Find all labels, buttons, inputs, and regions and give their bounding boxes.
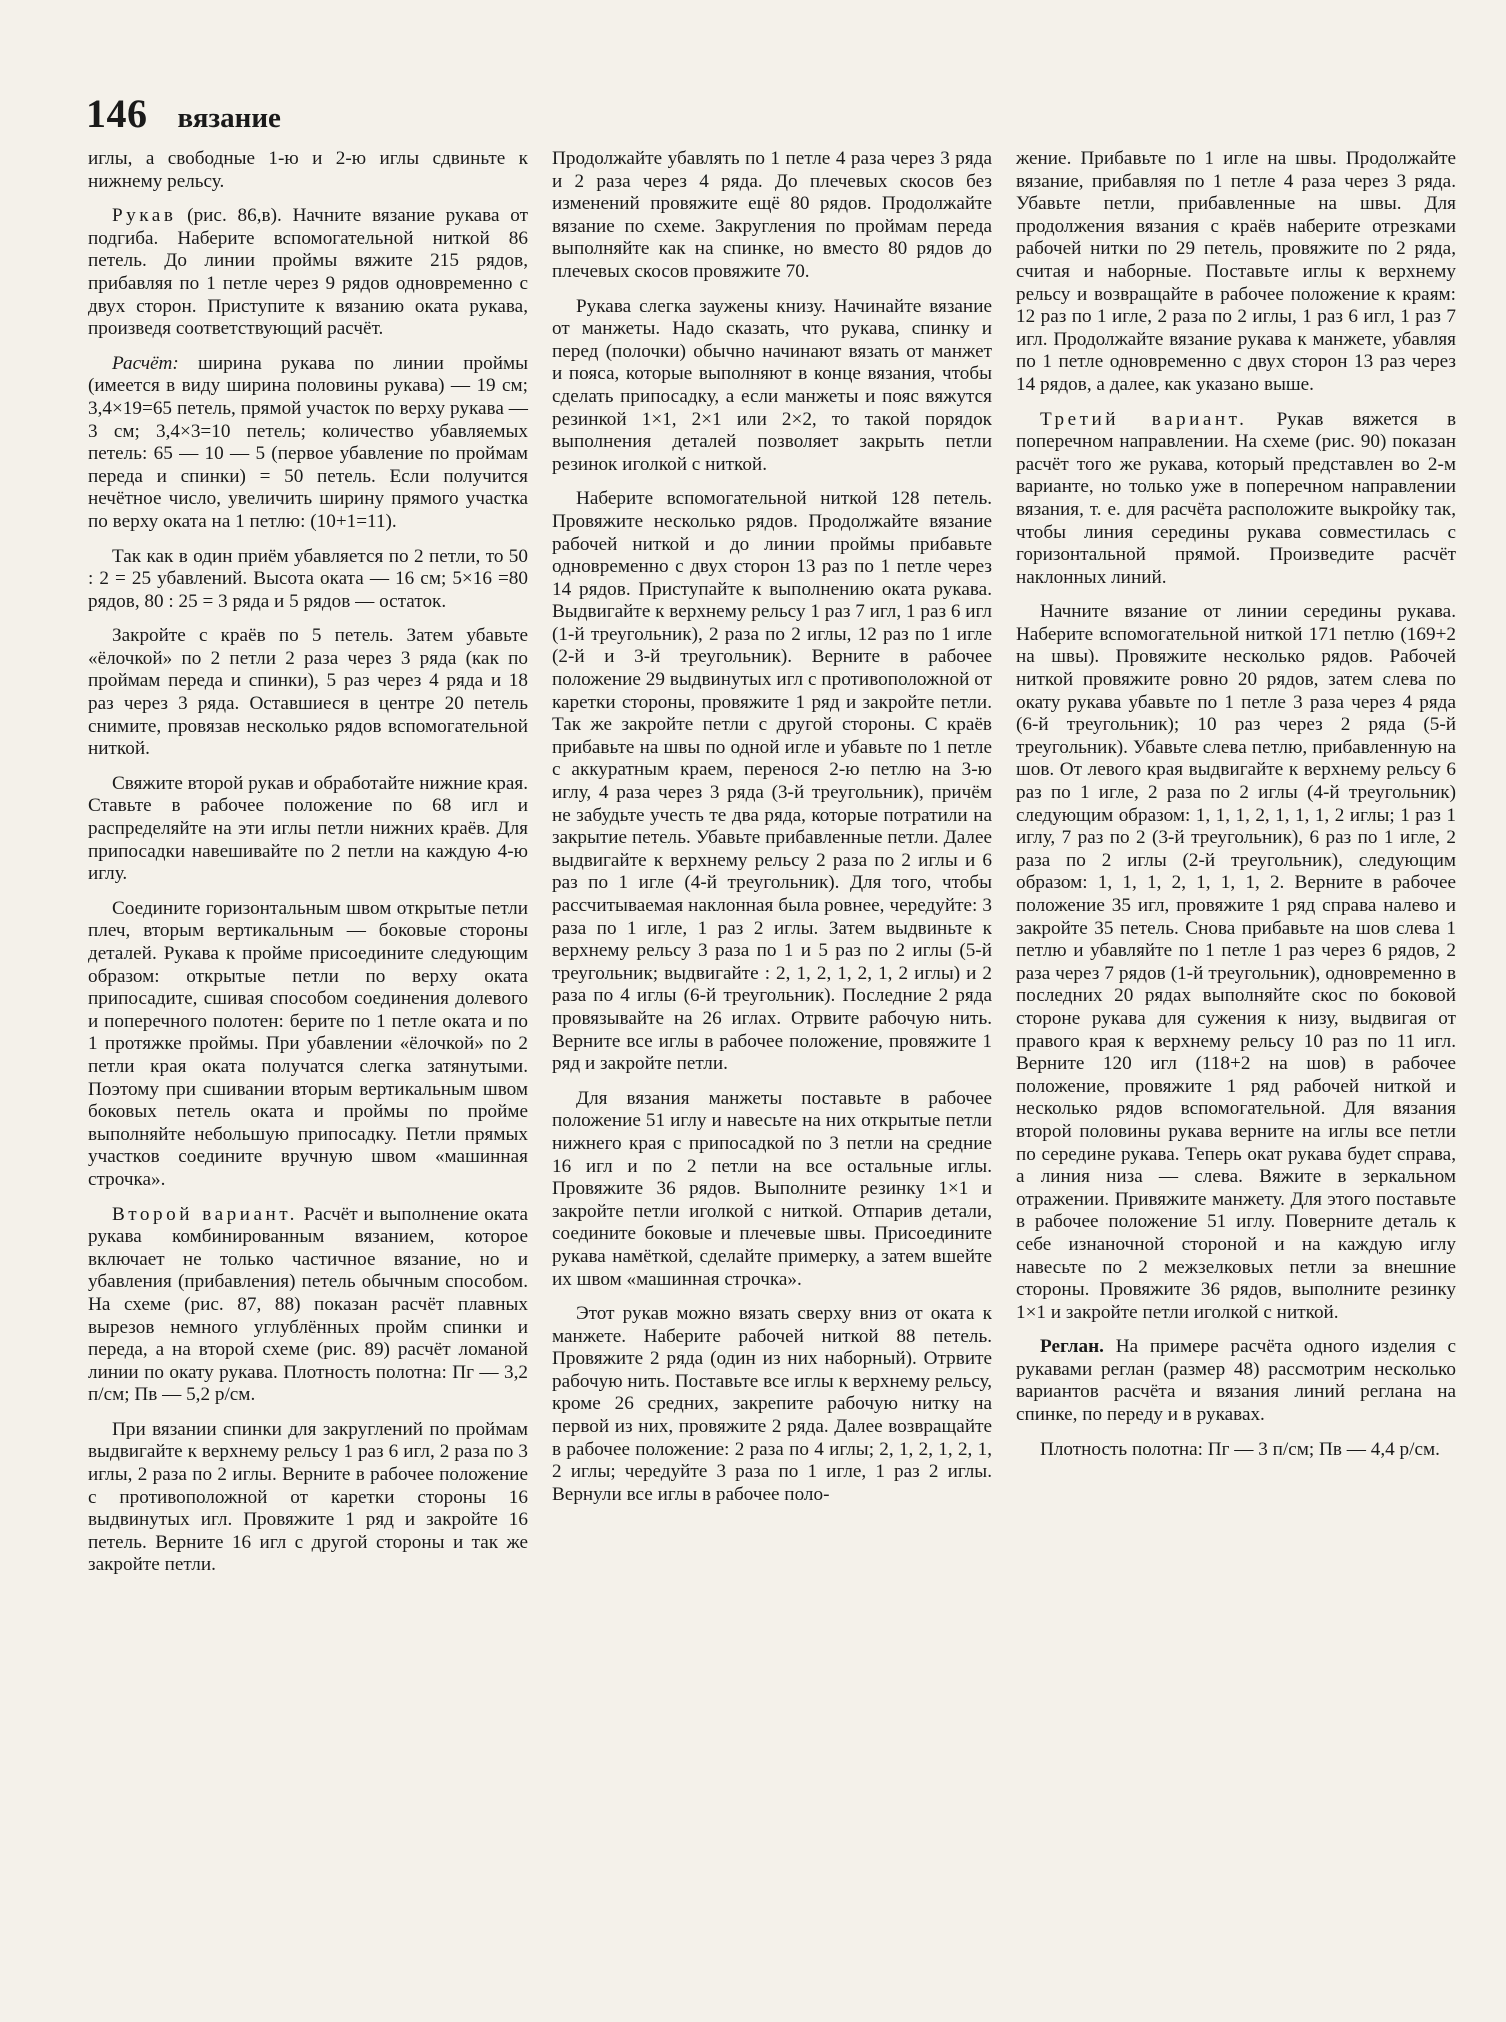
paragraph: Соедините горизонтальным швом открытые петли плеч, вторым вертикальным — боковые стороны деталей. Рукава к пройме присоедините следующим образом: открытые петли по верху оката припосадите, сшивая способом соединения долевого и поперечного полотен: берите по 1 петле оката и по 1 протяжке проймы. При убавлении «ёлочкой» по 2 петли края оката получатся слегка затянутыми. Поэтому при сшивании вторым вертикальным швом боковых петель оката и проймы по пройме выполняйте небольшую припосадку. Петли прямых участков соедините вручную швом «машинная строчка». [88, 897, 528, 1190]
paragraph-lead: Третий вариант. [1040, 408, 1248, 430]
paragraph: Реглан. На примере расчёта одного изделия с рукавами реглан (размер 48) рассмотрим несколько вариантов расчёта и вязания линий реглана на спинке, по переду и в рукавах. [1016, 1336, 1456, 1426]
paragraph: Так как в один приём убавляется по 2 петли, то 50 : 2 = 25 убавлений. Высота оката — 16 см; 5×16 =80 рядов, 80 : 25 = 3 ряда и 5 рядов — остаток. [88, 545, 528, 612]
text-column-1 [88, 148, 528, 1589]
paragraph: Закройте с краёв по 5 петель. Затем убавьте «ёлочкой» по 2 петли 2 раза через 3 ряда (как по проймам переда и спинки), 5 раз через 4 ряда и 18 раз через 3 ряда. Оставшиеся в центре 20 петель снимите, провязав несколько рядов вспомогательной ниткой. [88, 625, 528, 760]
paragraph: Продолжайте убавлять по 1 петле 4 раза через 3 ряда и 2 раза через 4 ряда. До плечевых скосов без изменений провяжите ещё 80 рядов. Продолжайте вязание по схеме. Закругления по проймам переда выполняйте как на спинке, но вместо 80 рядов до плечевых скосов провяжите 70. [552, 148, 992, 282]
paragraph-lead: Второй вариант. [112, 1203, 298, 1225]
paragraph: Третий вариант. Рукав вяжется в поперечном направлении. На схеме (рис. 90) показан расчёт того же рукава, который представлен во 2-м варианте, но только уже в поперечном направлении вязания, т. е. для расчёта расположите выкройку так, чтобы линия середины рукава совместилась с горизонтальной прямой. Произведите расчёт наклонных линий. [1016, 408, 1457, 588]
paragraph: Этот рукав можно вязать сверху вниз от оката к манжете. Наберите рабочей ниткой 88 петель. Провяжите 2 ряда (один из них наборный). Отрвите рабочую нить. Поставьте все иглы к верхнему рельсу, кроме 26 средних, закрепите рабочую нитку на первой из них, провяжите 2 ряда. Далее возвращайте в рабочее положение: 2 раза по 4 иглы; 2, 1, 2, 1, 2, 1, 2 иглы; чередуйте 3 раза по 1 игле, 1 раз 2 иглы. Вернули все иглы в рабочее поло- [552, 1303, 992, 1505]
paragraph: Рукав (рис. 86,в). Начните вязание рукава от подгиба. Наберите вспомогательной ниткой 86 петель. До линии проймы вяжите 215 рядов, прибавляя по 1 петле через 9 рядов одновременно с двух сторон. Приступите к вязанию оката рукава, произведя соответствующий расчёт. [88, 205, 528, 340]
paragraph: иглы, а свободные 1-ю и 2-ю иглы сдвиньте к нижнему рельсу. [88, 148, 528, 192]
paragraph: Для вязания манжеты поставьте в рабочее положение 51 иглу и навесьте на них открытые петли нижнего края с припосадкой по 3 петли на средние 16 игл и по 2 петли на все остальные иглы. Провяжите 36 рядов. Выполните резинку 1×1 и закройте петли иголкой с ниткой. Отпарив детали, соедините боковые и плечевые швы. Присоедините рукава намёткой, сделайте примерку, а затем вшейте их швом «машинная строчка». [552, 1087, 992, 1290]
section-title: вязание [177, 102, 281, 134]
paragraph: Рукава слегка заужены книзу. Начинайте вязание от манжеты. Надо сказать, что рукава, спинку и перед (полочки) обычно начинают вязать от манжет и пояса, которые выполняют в конце вязания, чтобы сделать припосадку, а если манжеты и пояс вяжутся резинкой 1×1, 2×1 или 2×2, то такой порядок выполнения деталей позволяет закрыть петли резинок иголкой с ниткой. [552, 295, 992, 475]
paragraph: Плотность полотна: Пг — 3 п/см; Пв — 4,4 р/см. [1040, 1438, 1440, 1460]
paragraph: жение. Прибавьте по 1 игле на швы. Продолжайте вязание, прибавляя по 1 петле 4 раза через 3 ряда. Убавьте петли, прибавленные на швы. Для продолжения вязания с краёв наберите отрезками рабочей нитки по 29 петель, провяжите по 2 ряда, считая и наборные. Поставьте иглы к верхнему рельсу и возвращайте в рабочее положение к краям: 12 раз по 1 игле, 2 раза по 2 иглы, 1 раз 6 игл, 1 раз 7 игл. Продолжайте вязание рукава к манжете, убавляя по 1 петле одновременно с двух сторон 13 раз через 14 рядов, а далее, как указано выше. [1016, 148, 1456, 395]
paragraph-lead: Рукав [112, 205, 177, 227]
page-number: 146 [86, 91, 148, 136]
page-header [86, 90, 281, 137]
paragraph: Второй вариант. Расчёт и выполнение оката рукава комбинированным вязанием, которое включает не только частичное вязание, но и убавления (прибавления) петель обычным способом. На схеме (рис. 87, 88) показан расчёт плавных вырезов немного углублённых пройм спинки и переда, а на второй схеме (рис. 89) расчёт ломаной линии по окату рукава. Плотность полотна: Пг — 3,2 п/см; Пв — 5,2 р/см. [88, 1203, 528, 1406]
paragraph: Расчёт: ширина рукава по линии проймы (имеется в виду ширина половины рукава) — 19 см; 3,4×19=65 петель, прямой участок по верху рукава — 3 см; 3,4×3=10 петель; количество убавляемых петель: 65 — 10 — 5 (первое убавление по проймам переда и спинки) = 50 петель. Если получится нечётное число, увеличить ширину прямого участка по верху оката на 1 петлю: (10+1=11). [88, 352, 528, 532]
paragraph-lead: Расчёт: [112, 352, 179, 374]
paragraph: Наберите вспомогательной ниткой 128 петель. Провяжите несколько рядов. Продолжайте вязание рабочей ниткой и до линии проймы прибавьте одновременно с двух сторон 13 раз по 1 петле через 14 рядов. Приступайте к выполнению оката рукава. Выдвигайте к верхнему рельсу 1 раз 7 игл, 1 раз 6 игл (1-й треугольник), 2 раза по 2 иглы, 12 раз по 1 игле (2-й и 3-й треугольник). Верните в рабочее положение 29 выдвинутых игл с противоположной от каретки стороны, провяжите 1 ряд и закройте петли. Так же закройте петли с другой стороны. С краёв прибавьте на швы по одной игле и убавьте по 1 петле с аккуратным краем, перенося 2-ю петлю на 3-ю иглу, 4 раза через 3 ряда (3-й треугольник), причём не забудьте учесть те два ряда, которые потратили на закрытие петель. Убавьте прибавленные петли. Далее выдвигайте к верхнему рельсу 2 раза по 2 иглы и 6 раз по 1 игле (4-й треугольник). Для того, чтобы рассчитываемая наклонная была ровнее, чередуйте: 3 раза по 1 игле, 1 раз 2 иглы. Затем выдвиньте к верхнему рельсу 3 раза по 1 и 5 раз по 2 иглы (5-й треугольник; выдвигайте : 2, 1, 2, 1, 2, 1, 2 иглы) и 2 раза по 4 иглы (6-й треугольник). Последние 2 ряда провязывайте на 26 иглах. Отрвите рабочую нить. Верните все иглы в рабочее положение, провяжите 1 ряд и закройте петли. [552, 488, 992, 1075]
paragraph-lead: Реглан. [1040, 1336, 1104, 1358]
paragraph: При вязании спинки для закруглений по проймам выдвигайте к верхнему рельсу 1 раз 6 игл, 2 раза по 3 иглы, 2 раза по 2 иглы. Верните в рабочее положение с противоположной от каретки стороны 16 выдвинутых игл. Провяжите 1 ряд и закройте 16 петель. Верните 16 игл с другой стороны и так же закройте петли. [88, 1418, 528, 1576]
text-column-3 [1016, 148, 1456, 1473]
text-column-2 [552, 148, 992, 1518]
paragraph: Начните вязание от линии середины рукава. Наберите вспомогательной ниткой 171 петлю (169+2 на швы). Провяжите несколько рядов. Рабочей ниткой провяжите ровно 20 рядов, затем слева по окату рукава убавьте по 1 петле 3 раза через 4 ряда (6-й треугольник); 10 раз через 2 ряда (5-й треугольник). Убавьте слева петлю, прибавленную на шов. От левого края выдвигайте к верхнему рельсу 6 раз по 1 игле, 2 раза по 2 иглы (4-й треугольник) следующим образом: 1, 1, 1, 2, 1, 1, 1, 2 иглы; 1 раз 1 иглу, 7 раз по 2 (3-й треугольник), 6 раз по 1 игле, 2 раза по 2 иглы (2-й треугольник), следующим образом: 1, 1, 1, 2, 1, 1, 1, 2. Верните в рабочее положение 35 игл, провяжите 1 ряд справа налево и закройте 35 петель. Снова прибавьте на шов слева 1 петлю и убавляйте по 1 петле 1 раз через 6 рядов, 2 раза через 7 рядов (1-й треугольник), одновременно в последних 20 рядах выполняйте скос по боковой стороне рукава для сужения к низу, выдвигая от правого края к верхнему рельсу 10 раз по 11 игл. Верните 120 игл (118+2 на шов) в рабочее положение, провяжите 1 ряд рабочей ниткой и несколько рядов вспомогательной. Для вязания второй половины рукава верните на иглы все петли по середине рукава. Теперь окат рукава будет справа, а линия низа — слева. Вяжите в зеркальном отражении. Привяжите манжету. Для этого поставьте в рабочее положение 51 иглу. Поверните деталь к себе изнаночной стороной и на каждую иглу навесьте по 2 межзелковых петли за внешние стороны. Провяжите 36 рядов, выполните резинку 1×1 и закройте петли иголкой с ниткой. [1016, 601, 1456, 1323]
paragraph: Свяжите второй рукав и обработайте нижние края. Ставьте в рабочее положение по 68 игл и распределяйте на эти иглы петли нижних краёв. Для припосадки навешивайте по 2 петли на каждую 4-ю иглу. [88, 772, 528, 885]
